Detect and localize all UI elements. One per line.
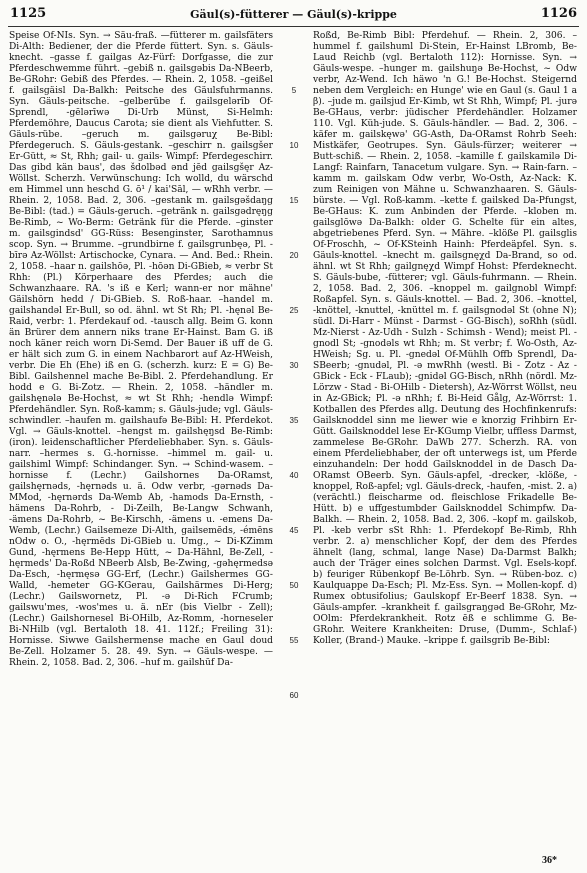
line-number: 5 [291, 86, 297, 95]
line-number: 15 [289, 196, 299, 205]
line-number: 10 [289, 141, 299, 150]
line-number: 55 [289, 636, 299, 645]
page-number-right: 1126 [540, 6, 577, 21]
line-number: 50 [289, 581, 299, 590]
line-number: 30 [289, 361, 299, 370]
line-number: 60 [289, 691, 299, 700]
line-number: 45 [289, 526, 299, 535]
left-column [9, 31, 273, 851]
page-number-left: 1125 [10, 6, 47, 21]
running-head: Gäul(s)-fütterer — Gäul(s)-krippe [190, 8, 397, 21]
right-column-text: Roßd, Be-Rimb Bibl: Pferdehuf. — Rhein. 2, 306. –hummel f. gailshuml Di-Stein, Er-Hainst LBromb, Be-Laud Reichb (vgl. Bertaloth 112): Hornisse. Syn. → Gäuls-wespe. –hunger m. gailshuŋə Be-Hochst, ~ Odw verbr, Az-Wend. Ich häwo 'n G.! Be-Hochst. Steigernd neben dem Vergleich: en Hunge' wie en Gaul (s. Gaul 1 a β). –jude m. gailsjud Er-Kimb, wt St Rhh, Wimpf; Pl. -jurə Be-GHaus, verbr: jüdischer Pferdehändler. Holzamer 110. Vgl. Küh-jude. S. Gäuls-händler. — Bad. 2, 306. –käfer m. gailskęwə' GG-Asth, Da-ORamst Rohrb Seeh: Mistkäfer, Geotrupes. Syn. Gäuls-fürzer; weiterer → Butt-schiß. — Rhein. 2, 1058. –kamille f. gailskamilə Di-Langf: Rainfarn, Tanacetum vulgare. Syn. → Rain-farn. –kamm m. gailskam Odw verbr, Wo-Osth, Az-Nack: K. zum Reinigen von Mähne u. Schwanzhaaren. S. Gäuls-bürste. — Vgl. Roß-kamm. –kette f. gailsked Da-Pfungst, Be-GHaus: K. zum Anbinden der Pferde. –kloben m. gailsglōwə Da-Balkh: older G. Schelte für ein altes, abgetriebenes Pferd. Syn. → Mähre. –klöße Pl. gailsglis Of-Froschh, ~ Of-KSteinh Hainh: Pferdeäpfel. Syn. s. Gäuls-knottel. –knecht m. gailsgnęχd Da-Brand, so od. ähnl. wt St Rhh; gailgnęχd Wimpf Hohst: Pferdeknecht. S. Gäuls-bube, -fütterer; vgl. Gäuls-fuhrmann. — Rhein. 2, 1058. Bad. 2, 306. –knoppel m. gailgnobl Wimpf: Roßapfel. Syn. s. Gäuls-knottel. — Bad. 2, 306. –knottel, -knöttel, -knuttel, -knüttel m. f. gailsgnodəl St (ohne N); südl. Di-Harr - Münst - Darmst - GG-Bisch), soRhh (südl. Mz-Nierst - Az-Udh - Sulzh - Schimsh - Wend); meist Pl. -gnodl St; -gnodəls wt Rhh; m. St verbr; f. Wo-Osth, Az-HWeish; Sg. u. Pl. -gnedəl Of-Mühlh Offb Sprendl, Da-SBeerb; -gnudəl, Pl. -ə mwRhh (westl. Bi - Zotz - Az - GBick - Eck - FLaub); -gnidəl GG-Bisch, nRhh (nördl. Mz-Lörzw - Stad - Bi-OHilb - Dietersh), Az-Wörrst Wöllst, neu in Az-GBick; Pl. -ə nRhh; f. Bi-Heid Gålg, Az-Wörrst: 1. Kotballen des Pferdes allg. Deutung des Hochfinkenrufs: Gailsknoddel sinn me liewer wie e knorzig Frihbirn Er-Gütt. Gailsknoddel lese Er-KGump Vielbr, uffless Darmst, zammelese Be-GRohr. DaWb 277. Scherzh. RA. von einem Pferdeliebhaber, der oft unterwegs ist, um Pferde einzuhandeln: Der hodd Gailsknoddel in de Dasch Da-ORamst OBeerb. Syn. Gäuls-apfel, -drecker, -klöße, -knoppel, Roß-apfel; vgl. Gäuls-dreck, -haufen, -mist. 2. a) (verächtl.) fleischarme od. fleischlose Frikadelle Be-Hütt. b) e uffgestumbder Gailsknoddel Schimpfw. Da-Balkh. — Rhein. 2, 1058. Bad. 2, 306. –kopf m. gailskob, Pl. -keb verbr sSt Rhh: 1. Pferdekopf Be-Rimb, Rhh verbr. 2. a) menschlicher Kopf, der dem des Pferdes ähnelt (lang, schmal, lange Nase) Da-Darmst Balkh; auch der Träger eines solchen Darmst. Vgl. Esels-kopf. b) feuriger Rübenkopf Be-Löhrb. Syn. → Rüben-boz. c) Kaulquappe Da-Esch; Pl. Mz-Ess. Syn. → Mollen-kopf. d) Rumex obtusifolius; Gaulskopf Er-Beerf 1838. Syn. → Gäuls-ampfer. –krankheit f. gailsgraŋgəd Be-GRohr, Mz-OOlm: Pferdekrankheit. Rotz ēß e schlimme G. Be-GRohr. Weitere Krankheiten: Druse, (Dumm-, Schlaf-) Koller, (Brand-) Mauke. –krippe f. gailsgrib Be-Bibl: [313, 31, 577, 646]
signature-mark: 36* [542, 855, 557, 866]
line-number: 20 [289, 251, 299, 260]
line-number: 25 [289, 306, 299, 315]
right-column [313, 31, 577, 851]
line-number: 35 [289, 416, 299, 425]
line-number: 40 [289, 471, 299, 480]
header-rule [8, 26, 579, 27]
left-column-text: Speise Of-NIs. Syn. → Säu-fraß. —fütterer m. gailsfäters Di-Alth: Bediener, der die Pferde füttert. Syn. s. Gäuls-knecht. –gasse f. gailgas Az-Fürf: Dorfgasse, die zur Pferdeschwemme führt. –gebiß n. gailsgəbis Da-NBeerb, Be-GRohr: Gebiß des Pferdes. — Rhein. 2, 1058. –geißel f. gailsgäisl Da-Balkh: Peitsche des Gäulsfuhrmanns. Syn. Gäuls-peitsche. –gelberübe f. gailsgelərīb Of-Sprendl, -gēlərīwə Di-Urb Münst, Si-Helmh: Pferdemöhre, Daucus Carota; sie dient als Viehfutter. S. Gäuls-rübe. –geruch m. gailsgəruχ Be-Bibl: Pferdegeruch. S. Gäuls-gestank. –geschirr n. gailsgšer Er-Gütt, ≈ St, Rhh; gail- u. gails- Wimpf: Pferdegeschirr. Das gibd kän baus', dəs šdolbəd ənd jēd gailsgšęr Az-Wöllst. Scherzh. Verwünschung: Ich wolld, du wärschd em Himmel unn heschd G. ō¹ / kai'Sāl, — wRhh verbr. — Rhein. 2, 1058. Bad. 2, 306. –gestank m. gailsgəšdaŋg Be-Bibl: (tad.) = Gäuls-geruch. –getränk n. gailsgədręŋg Be-Rimb, ~ Wo-Berm: Getränk für die Pferde. –ginster m. gailsgindsd' GG-Rüss: Besenginster, Sarothamnus scop. Syn. → Brumme. –grundbirne f. gailsgrunbęə, Pl. -bīrə Az-Wöllst: Artischocke, Cynara. — And. Bed.: Rhein. 2, 1058. –haar n. gailshōə, Pl. -hōən Di-GBieb, ≈ verbr St Rhh: (Pl.) Körperhaare des Pferdes; auch die Schwanzhaare. RA. 's iß e Kerl; wann-er nor mähne' Gäilshōrn hedd / Di-GBieb. S. Roß-haar. –handel m. gailshandəl Er-Bull, so od. ähnl. wt St Rh; Pl. -hęnəl Be-Raid, verbr: 1. Pferdekauf od. -tausch allg. Beim G. konn än Brürer dem annern niks trane Er-Hainst. Bam G. iß noch käner reich worn Di-Semd. Der Bauer iß uff de G. er hält sich zum G. in einem Nachbarort auf Az-HWeish, verbr. Die Eh (Ehe) iß en G. (scherzh. kurz: E = G) Be-Bibl. Gailshennel mache Be-Bibl. 2. Pferdehandlung. Er hodd e G. Bi-Zotz. — Rhein. 2, 1058. –händler m. gailshęnələ Be-Hochst, ≈ wt St Rhh; -hendlə Wimpf: Pferdehändler. Syn. Roß-kamm; s. Gäuls-jude; vgl. Gäuls-schwindler. –haufen m. gailshaufə Be-Bibl: H. Pferdekot. Vgl. → Gäuls-knottel. –hengst m. gailshęŋsd Be-Rimb: (iron). leidenschaftlicher Pferdeliebhaber. Syn. s. Gäuls-narr. –hermes s. G.-hornisse. –himmel m. gail- u. gailshiml Wimpf: Schindanger. Syn. → Schind-wasem. –hornisse f. (Lechr.) Gailshornes Da-ORamst, gailshęrnəds, -hęrnəds u. ä. Odw verbr, -gərnəds Da-MMod, -hęrnərds Da-Wemb Ab, -hamods Da-Ernsth, -hämens Da-Rohrb, - Di-Zeilh, Be-Langw Schwanh, -ämens Da-Rohrb, ~ Be-Kirschh, -ämens u. -emens Da-Wemb, (Lechr.) Gailsemeze Di-Alth, gailsemēds, -émēns nOdw o. O., -hęrmēds Di-GBieb u. Umg., ~ Di-KZimm Gund, -hęrmens Be-Hepp Hütt, ~ Da-Hähnl, Be-Zell, -hęrmeds' Da-Roßd NBeerb Alsb, Be-Zwing, -gəhęrmedsə Da-Esch, -hęrmęsə GG-Erf, (Lechr.) Gailshermes GG-Walld, -hemeter GG-KGerau, Gailshärmes Di-Herg; (Lechr.) Gailswornetz, Pl. -ə Di-Rich FCrumb; gailswu'mes, -wos'mes u. ä. nEr (bis Vielbr - Zell); (Lechr.) Gailshornesel Bi-OHilb, Az-Romm, -horneseler Bi-NHilb (vgl. Bertaloth 18. 41. 112f.; Freiling 31): Hornisse. Siwwe Gailshermense mache en Gaul doud Be-Zell. Holzamer 5. 28. 49. Syn. → Gäuls-wespe. — Rhein. 2, 1058. Bad. 2, 306. –huf m. gailshūf Da- [9, 31, 273, 668]
